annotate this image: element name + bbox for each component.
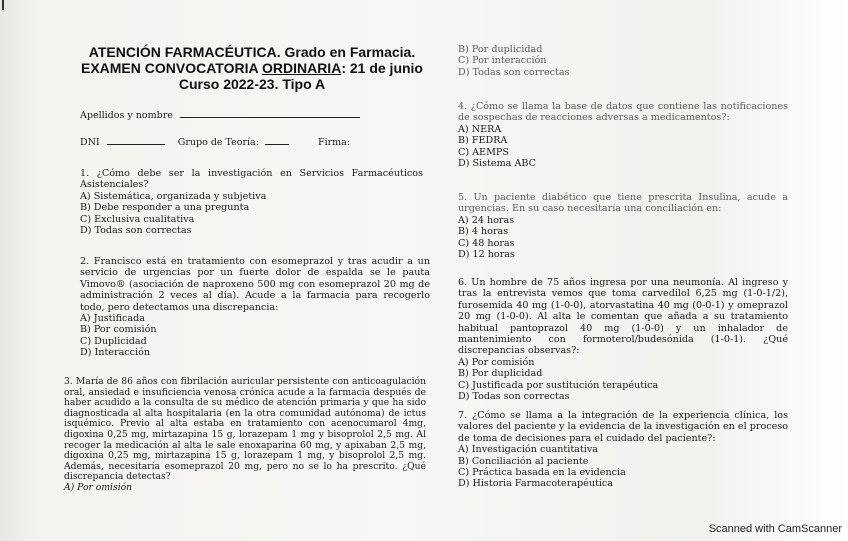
question-4 [458, 101, 788, 169]
question-2-text: 2. Francisco está en tratamiento con esomeprazol y tras acudir a un servicio de urgencias por un fuerte dolor de espalda se le pauta Vimovo® (asociación de naproxeno 500 mg con esomeprazol 20 mg de administración 2 veces al día). Acude a la farmacia para recogerlo todo, pero detectamos una discrepancia: [80, 256, 430, 313]
question-7-text: 7. ¿Cómo se llama a la integración de la experiencia clínica, los valores del paciente y la evidencia de la investigación en el proceso de toma de decisiones para el cuidado del paciente?: [458, 410, 788, 444]
question-3-option-d[interactable]: D) Todas son correctas [458, 66, 570, 78]
question-3-option-a[interactable]: A) Por omisión [64, 481, 133, 493]
question-4-option-b[interactable]: B) FEDRA [458, 135, 508, 147]
id-field-row [80, 135, 440, 148]
question-1-option-d[interactable]: D) Todas son correctas [80, 225, 192, 237]
name-input-line[interactable] [180, 108, 360, 118]
question-6-option-c[interactable]: C) Justificada por sustitución terapéutica [458, 379, 659, 391]
question-2-option-b[interactable]: B) Por comisión [80, 324, 157, 336]
question-6-option-b[interactable]: B) Por duplicidad [458, 368, 543, 380]
question-7 [458, 410, 788, 490]
name-label: Apellidos y nombre [80, 110, 173, 121]
question-3-option-b[interactable]: B) Por duplicidad [458, 44, 543, 55]
question-1-text: 1. ¿Cómo debe ser la investigación en Servicios Farmacéuticos Asistenciales? [80, 168, 423, 191]
question-7-option-d[interactable]: D) Historia Farmacoterapéutica [458, 478, 614, 490]
question-4-option-d[interactable]: D) Sistema ABC [458, 158, 536, 170]
question-4-text: 4. ¿Cómo se llama la base de datos que contiene las notificaciones de sospechas de reacciones adversas a medicamentos?: [458, 101, 788, 124]
question-4-option-a[interactable]: A) NERA [458, 123, 502, 135]
question-1-option-a[interactable]: A) Sistemática, organizada y subjetiva [80, 190, 267, 202]
question-1-option-b[interactable]: B) Debe responder a una pregunta [80, 202, 250, 214]
question-4-option-c[interactable]: C) AEMPS [458, 146, 509, 158]
question-6 [458, 277, 788, 402]
group-label: Grupo de Teoría: [177, 137, 259, 148]
header-line-2: EXAMEN CONVOCATORIA ORDINARIA: 21 de junio [80, 60, 423, 76]
exam-header [52, 44, 452, 92]
question-5-text: 5. Un paciente diabético que tiene prescrita Insulina, acude a urgencias. En su caso necesitaría una conciliación en: [458, 192, 788, 215]
question-7-option-a[interactable]: A) Investigación cuantitativa [458, 444, 598, 456]
question-2-option-d[interactable]: D) Interacción [80, 347, 151, 359]
question-6-option-d[interactable]: D) Todas son correctas [458, 391, 570, 403]
dni-input-line[interactable] [107, 135, 165, 145]
dni-label: DNI [80, 137, 100, 148]
question-3-option-c[interactable]: C) Por interacción [458, 55, 547, 67]
question-5-option-b[interactable]: B) 4 horas [458, 226, 509, 238]
question-6-text: 6. Un hombre de 75 años ingresa por una neumonía. Al ingreso y tras la entrevista vemos que toma carvedilol 6,25 mg (1-0-1/2), furosemida 40 mg (1-0-0), atorvastatina 40 mg (0-0-1) y omeprazol 20 mg (1-0-0). Al alta le comentan que añada a su tratamiento habitual pantoprazol 40 mg (1-0-0) y un inhalador de mantenimiento con formoterol/budesónida (1-0-1). ¿Qué discrepancias observas?: [458, 277, 788, 357]
group-input-line[interactable] [265, 135, 289, 145]
question-5 [458, 192, 788, 260]
question-1 [80, 168, 423, 236]
question-6-option-a[interactable]: A) Por comisión [458, 356, 535, 368]
question-3-text: 3. María de 86 años con fibrilación auricular persistente con anticoagulación oral, ansiedad e insuficiencia venosa crónica acude a la farmacia después de haber acudido a la consulta de su médico de atención primaria y que ha sido diagnosticada al alta hospitalaria (en la otra comunidad autónoma) de ictus isquémico. Previo al alta estaba en tratamiento con acenocumarol 4mg, digoxina 0,25 mg, mirtazapina 15 g, lorazepam 1 mg y bisoprolol 2,5 mg. Al recoger la medicación al alta le sale enoxaparina 60 mg, y apixaban 2,5 mg, digoxina 0,25 mg, mirtazapina 15 g, lorazepam 1 mg, y bisoprolol 2,5 mg. Además, necesitaría esomeprazol 20 mg, pero no se lo ha prescrito. ¿Qué discrepancia detectas? [64, 376, 426, 483]
question-1-option-c[interactable]: C) Exclusiva cualitativa [80, 213, 195, 225]
question-2 [80, 256, 430, 359]
page-edge-mark [2, 0, 4, 10]
question-3-continued [458, 44, 788, 78]
question-2-option-a[interactable]: A) Justificada [80, 313, 145, 325]
scanner-watermark: Scanned with CamScanner [708, 523, 842, 535]
question-7-option-c[interactable]: C) Práctica basada en la evidencia [458, 467, 626, 479]
header-line-1: ATENCIÓN FARMACÉUTICA. Grado en Farmacia. [88, 44, 416, 60]
question-5-option-d[interactable]: D) 12 horas [458, 249, 515, 261]
name-field-row [80, 108, 440, 121]
question-3 [64, 377, 426, 494]
question-5-option-c[interactable]: C) 48 horas [458, 237, 515, 249]
question-5-option-a[interactable]: A) 24 horas [458, 214, 515, 226]
header-line-3: Curso 2022-23. Tipo A [178, 76, 326, 92]
question-2-option-c[interactable]: C) Duplicidad [80, 335, 147, 347]
question-7-option-b[interactable]: B) Conciliación al paciente [458, 455, 589, 467]
signature-label: Firma: [318, 137, 351, 148]
